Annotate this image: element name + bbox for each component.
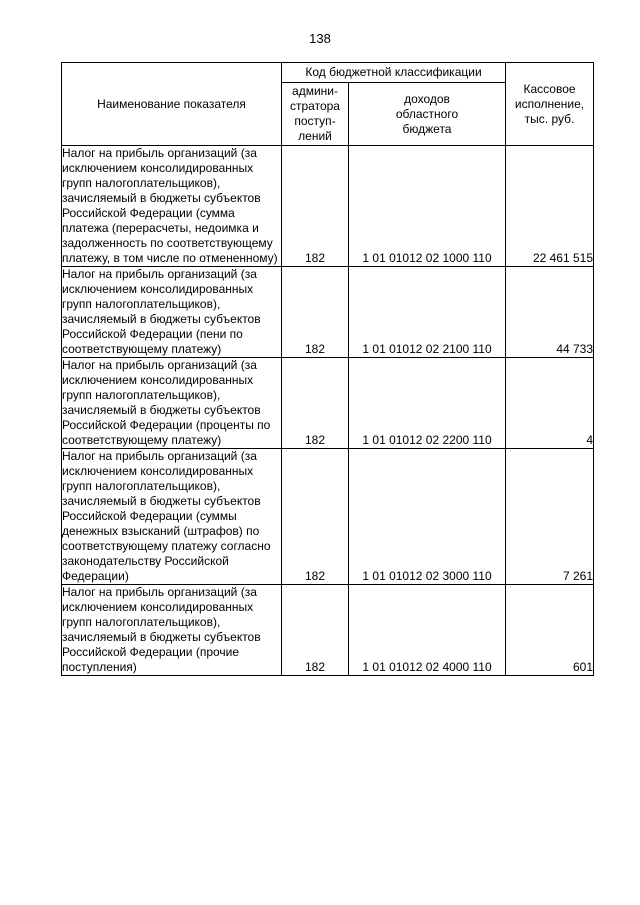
row-budget-code: 1 01 01012 02 2200 110 [349, 358, 506, 449]
table-body [62, 146, 594, 676]
header-name-text: Наименование показателя [97, 96, 246, 111]
row-name: Налог на прибыль организаций (за исключением консолидированных групп налогоплательщиков), зачисляемый в бюджеты субъектов Российской Федерации (пени по соответствующему платежу) [62, 267, 282, 358]
row-name: Налог на прибыль организаций (за исключением консолидированных групп налогоплательщиков), зачисляемый в бюджеты субъектов Российской Федерации (прочие поступления) [62, 585, 282, 676]
row-amount: 601 [506, 585, 594, 676]
row-name: Налог на прибыль организаций (за исключением консолидированных групп налогоплательщиков), зачисляемый в бюджеты субъектов Российской Федерации (сумма платежа (перерасчеты, недоимка и задолженность по соответствующему платежу, в том числе по отмененному) [62, 146, 282, 267]
row-name: Налог на прибыль организаций (за исключением консолидированных групп налогоплательщиков), зачисляемый в бюджеты субъектов Российской Федерации (проценты по соответствующему платежу) [62, 358, 282, 449]
row-budget-code: 1 01 01012 02 1000 110 [349, 146, 506, 267]
header-name [62, 63, 282, 146]
row-amount: 4 [506, 358, 594, 449]
header-admin [282, 83, 349, 146]
row-admin-code: 182 [282, 267, 349, 358]
table-row [62, 267, 594, 358]
row-amount: 7 261 [506, 449, 594, 585]
row-budget-code: 1 01 01012 02 3000 110 [349, 449, 506, 585]
header-execution [506, 63, 594, 146]
budget-table [61, 62, 594, 676]
table-row [62, 449, 594, 585]
header-income-text: доходов областного бюджета [395, 91, 459, 136]
table-row [62, 585, 594, 676]
row-admin-code: 182 [282, 146, 349, 267]
table-row [62, 358, 594, 449]
row-budget-code: 1 01 01012 02 2100 110 [349, 267, 506, 358]
row-name: Налог на прибыль организаций (за исключением консолидированных групп налогоплательщиков), зачисляемый в бюджеты субъектов Российской Федерации (суммы денежных взысканий (штрафов) по соответствующему платежу согласно законодательству Российской Федерации) [62, 449, 282, 585]
page-number: 138 [309, 31, 331, 46]
row-admin-code: 182 [282, 585, 349, 676]
header-execution-text: Кассовое исполнение, тыс. руб. [514, 81, 585, 126]
row-amount: 22 461 515 [506, 146, 594, 267]
table-row [62, 146, 594, 267]
header-income [349, 83, 506, 146]
row-admin-code: 182 [282, 358, 349, 449]
row-budget-code: 1 01 01012 02 4000 110 [349, 585, 506, 676]
header-code-group: Код бюджетной классификации [282, 63, 506, 83]
row-amount: 44 733 [506, 267, 594, 358]
header-admin-text: админи- стратора поступ- лений [290, 84, 340, 143]
row-admin-code: 182 [282, 449, 349, 585]
